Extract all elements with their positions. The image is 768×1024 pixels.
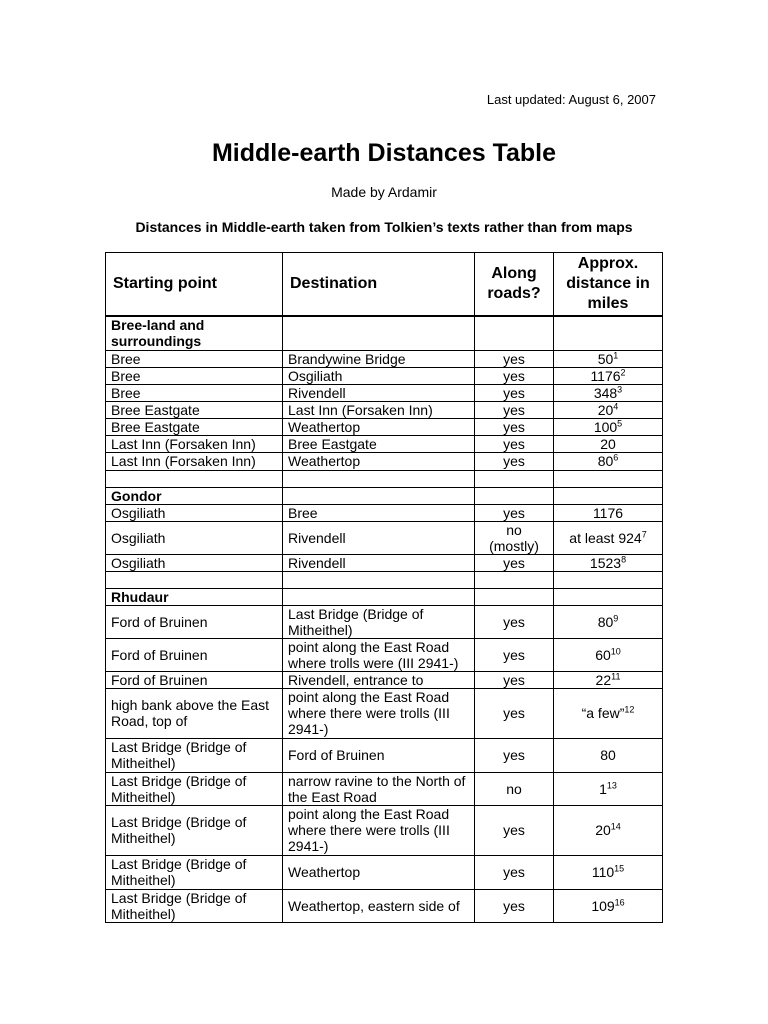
distance-value: 22	[595, 671, 612, 688]
table-row	[106, 418, 663, 435]
distance-cell	[554, 384, 663, 401]
empty-cell	[283, 316, 475, 350]
header-starting-point: Starting point	[106, 253, 283, 317]
destination-cell: point along the East Road where there were trolls (III 2941-)	[283, 688, 475, 738]
empty-cell	[283, 588, 475, 605]
table-row	[106, 521, 663, 554]
destination-cell: Rivendell	[283, 521, 475, 554]
distance-cell	[554, 452, 663, 470]
distance-value: 100	[593, 418, 618, 435]
empty-cell	[283, 487, 475, 504]
destination-cell: narrow ravine to the North of the East Road	[283, 772, 475, 805]
empty-cell	[475, 316, 554, 350]
footnote-marker: 7	[641, 528, 647, 539]
table-row	[106, 805, 663, 855]
distance-value: 80	[600, 747, 616, 763]
footnote-marker: 12	[624, 704, 635, 715]
along-roads-cell: no	[475, 772, 554, 805]
table-row	[106, 504, 663, 521]
empty-cell	[475, 487, 554, 504]
starting-point-cell: Last Inn (Forsaken Inn)	[106, 435, 283, 452]
footnote-marker: 9	[613, 612, 619, 623]
table-row	[106, 855, 663, 889]
footnote-marker: 3	[617, 384, 623, 394]
along-roads-cell: yes	[475, 688, 554, 738]
destination-cell: Weathertop, eastern side of	[283, 889, 475, 922]
distance-value: 20	[600, 435, 616, 452]
destination-cell: Weathertop	[283, 855, 475, 889]
distance-cell	[554, 638, 663, 671]
footnote-marker: 13	[606, 779, 617, 790]
document-title: Middle-earth Distances Table	[211, 139, 557, 167]
distance-cell	[554, 772, 663, 805]
section-label: Rhudaur	[106, 588, 283, 605]
starting-point-cell: high bank above the East Road, top of	[106, 688, 283, 738]
starting-point-cell: Osgiliath	[106, 504, 283, 521]
along-roads-cell: yes	[475, 638, 554, 671]
distance-cell	[554, 367, 663, 384]
distance-value: at least 924	[569, 529, 642, 546]
spacer-row	[106, 470, 663, 487]
destination-cell: Bree	[283, 504, 475, 521]
along-roads-cell: yes	[475, 401, 554, 418]
empty-cell	[554, 316, 663, 350]
spacer-row	[106, 571, 663, 588]
distance-value: 60	[595, 646, 611, 663]
section-label: Gondor	[106, 487, 283, 504]
along-roads-cell: yes	[475, 418, 554, 435]
footnote-marker: 15	[614, 863, 625, 874]
starting-point-cell: Last Inn (Forsaken Inn)	[106, 452, 283, 470]
distance-cell	[554, 504, 663, 521]
table-row	[106, 671, 663, 688]
destination-cell: Bree Eastgate	[283, 435, 475, 452]
empty-cell	[554, 470, 663, 487]
starting-point-cell: Last Bridge (Bridge of Mitheithel)	[106, 855, 283, 889]
author-line: Made by Ardamir	[331, 184, 437, 200]
starting-point-cell: Osgiliath	[106, 521, 283, 554]
destination-cell: Last Bridge (Bridge of Mitheithel)	[283, 605, 475, 638]
along-roads-cell: yes	[475, 367, 554, 384]
table-row	[106, 401, 663, 418]
distance-value: 348	[593, 384, 618, 401]
footnote-marker: 5	[617, 418, 623, 428]
starting-point-cell: Ford of Bruinen	[106, 605, 283, 638]
starting-point-cell: Bree	[106, 350, 283, 367]
section-row	[106, 487, 663, 504]
starting-point-cell: Bree	[106, 367, 283, 384]
destination-cell: Weathertop	[283, 418, 475, 435]
distance-cell	[554, 418, 663, 435]
distance-cell	[554, 554, 663, 571]
along-roads-cell: no (mostly)	[475, 521, 554, 554]
empty-cell	[283, 470, 475, 487]
destination-cell: Osgiliath	[283, 367, 475, 384]
table-body	[106, 316, 663, 922]
empty-cell	[106, 470, 283, 487]
along-roads-cell: yes	[475, 504, 554, 521]
header-along-roads: Along roads?	[475, 253, 554, 317]
table-row	[106, 452, 663, 470]
empty-cell	[554, 571, 663, 588]
table-row	[106, 889, 663, 922]
along-roads-cell: yes	[475, 805, 554, 855]
destination-cell: point along the East Road where there were trolls (III 2941-)	[283, 805, 475, 855]
destination-cell: Brandywine Bridge	[283, 350, 475, 367]
destination-cell: Rivendell, entrance to	[283, 671, 475, 688]
empty-cell	[554, 487, 663, 504]
along-roads-cell: yes	[475, 605, 554, 638]
table-header-row	[106, 253, 663, 317]
table-row	[106, 738, 663, 772]
footnote-marker: 10	[610, 645, 621, 656]
empty-cell	[475, 470, 554, 487]
destination-cell: Weathertop	[283, 452, 475, 470]
starting-point-cell: Bree Eastgate	[106, 401, 283, 418]
distance-cell	[554, 889, 663, 922]
destination-cell: Ford of Bruinen	[283, 738, 475, 772]
along-roads-cell: yes	[475, 452, 554, 470]
starting-point-cell: Ford of Bruinen	[106, 638, 283, 671]
distance-value: 1	[599, 780, 607, 797]
along-roads-cell: yes	[475, 738, 554, 772]
table-row	[106, 435, 663, 452]
distance-cell	[554, 738, 663, 772]
table-row	[106, 688, 663, 738]
distance-value: 1176	[590, 367, 621, 384]
distance-cell	[554, 605, 663, 638]
distance-value: 1523	[589, 554, 622, 571]
destination-cell: Rivendell	[283, 554, 475, 571]
footnote-marker: 14	[610, 821, 621, 832]
section-row	[106, 588, 663, 605]
empty-cell	[283, 571, 475, 588]
distance-cell	[554, 855, 663, 889]
empty-cell	[475, 588, 554, 605]
along-roads-cell: yes	[475, 889, 554, 922]
destination-cell: Last Inn (Forsaken Inn)	[283, 401, 475, 418]
starting-point-cell: Bree Eastgate	[106, 418, 283, 435]
along-roads-cell: yes	[475, 435, 554, 452]
distance-cell	[554, 688, 663, 738]
empty-cell	[106, 571, 283, 588]
starting-point-cell: Ford of Bruinen	[106, 671, 283, 688]
header-approx-distance: Approx. distance in miles	[554, 253, 663, 317]
along-roads-cell: yes	[475, 384, 554, 401]
distance-value: 20	[597, 401, 614, 418]
distance-value: “a few”	[581, 705, 625, 721]
empty-cell	[475, 571, 554, 588]
distance-cell	[554, 521, 663, 554]
distance-value: 80	[597, 613, 614, 630]
last-updated-date: Last updated: August 6, 2007	[486, 92, 656, 107]
starting-point-cell: Bree	[106, 384, 283, 401]
table-row	[106, 554, 663, 571]
table-row	[106, 772, 663, 805]
footnote-marker: 1	[613, 350, 619, 360]
footnote-marker: 4	[613, 401, 619, 411]
document-subtitle: Distances in Middle-earth taken from Tolkien’s texts rather than from maps	[135, 219, 633, 235]
destination-cell: point along the East Road where trolls were (III 2941-)	[283, 638, 475, 671]
distance-value: 80	[597, 453, 614, 469]
distance-value: 1176	[592, 504, 624, 521]
header-destination: Destination	[283, 253, 475, 317]
footnote-marker: 6	[613, 452, 619, 463]
distance-value: 20	[595, 822, 611, 838]
table-row	[106, 350, 663, 367]
distance-cell	[554, 435, 663, 452]
distance-cell	[554, 671, 663, 688]
footnote-marker: 11	[611, 671, 621, 681]
along-roads-cell: yes	[475, 554, 554, 571]
starting-point-cell: Last Bridge (Bridge of Mitheithel)	[106, 805, 283, 855]
section-row	[106, 316, 663, 350]
along-roads-cell: yes	[475, 350, 554, 367]
destination-cell: Rivendell	[283, 384, 475, 401]
empty-cell	[554, 588, 663, 605]
table-row	[106, 384, 663, 401]
starting-point-cell: Osgiliath	[106, 554, 283, 571]
distance-cell	[554, 401, 663, 418]
section-label: Bree-land and surroundings	[106, 316, 283, 350]
starting-point-cell: Last Bridge (Bridge of Mitheithel)	[106, 738, 283, 772]
table-row	[106, 367, 663, 384]
footnote-marker: 2	[620, 367, 626, 377]
distance-value: 109	[591, 897, 615, 914]
table-row	[106, 638, 663, 671]
along-roads-cell: yes	[475, 855, 554, 889]
table-row	[106, 605, 663, 638]
distances-table	[105, 252, 663, 923]
distance-cell	[554, 350, 663, 367]
distance-cell	[554, 805, 663, 855]
starting-point-cell: Last Bridge (Bridge of Mitheithel)	[106, 889, 283, 922]
footnote-marker: 16	[614, 896, 625, 907]
starting-point-cell: Last Bridge (Bridge of Mitheithel)	[106, 772, 283, 805]
along-roads-cell: yes	[475, 671, 554, 688]
footnote-marker: 8	[621, 554, 627, 564]
distance-value: 110	[591, 864, 615, 880]
distance-value: 50	[597, 350, 614, 367]
